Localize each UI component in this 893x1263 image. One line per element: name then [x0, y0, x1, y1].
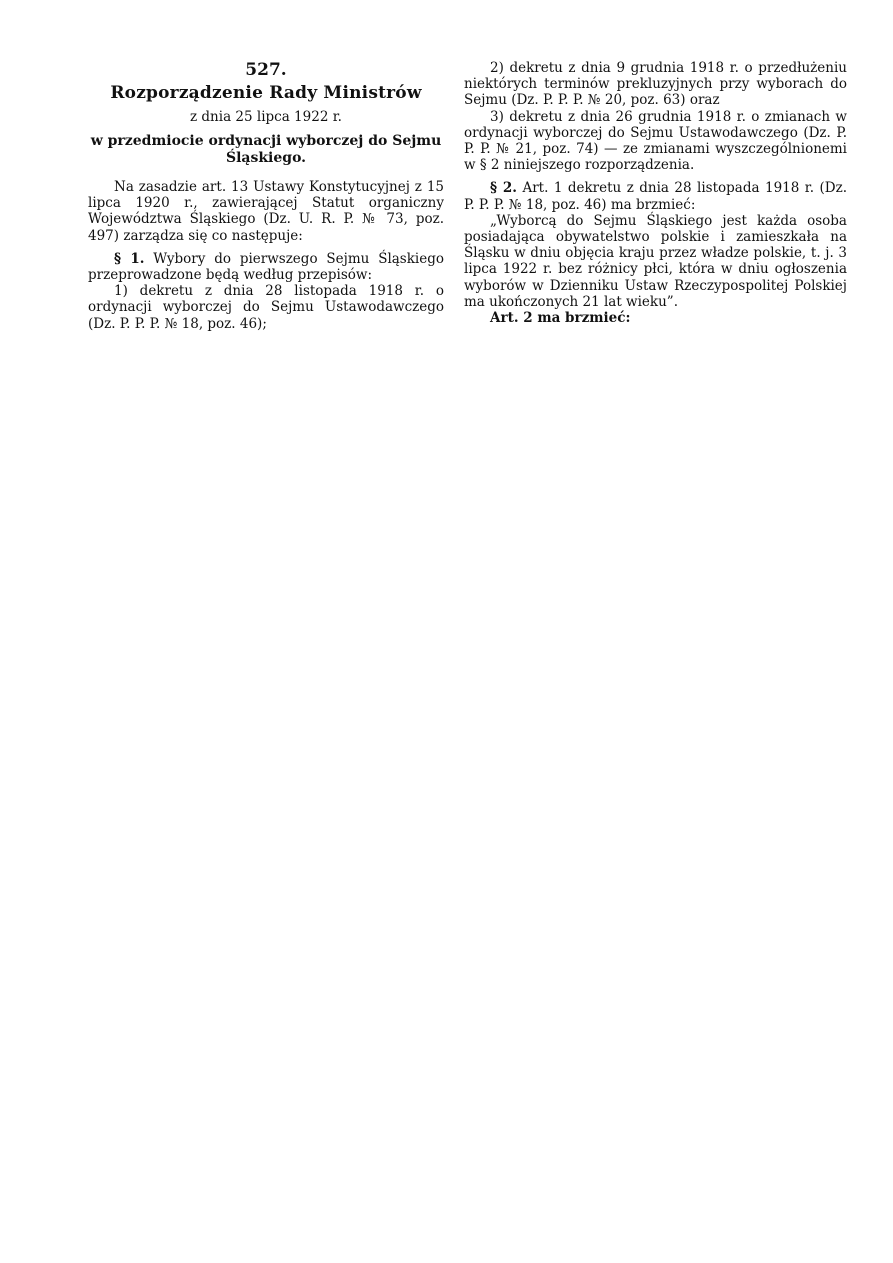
- section-2-label: § 2.: [490, 180, 518, 197]
- left-column: [88, 60, 444, 332]
- document-number: 527.: [245, 60, 287, 80]
- item-3-paragraph: 3) dekretu z dnia 26 grudnia 1918 r. o zmianach w ordynacji wyborczej do Sejmu Ustawodawczego (Dz. P. P. P. № 21, poz. 74) — ze zmianami wyszczególnionemi w § 2 niniejszego rozporządzenia.: [464, 108, 847, 174]
- section-2-text: Art. 1 dekretu z dnia 28 listopada 1918 r. (Dz. P. P. P. № 18, poz. 46) ma brzmieć:: [464, 180, 847, 213]
- intro-paragraph: Na zasadzie art. 13 Ustawy Konstytucyjnej z 15 lipca 1920 r., zawierającej Statut organiczny Województwa Śląskiego (Dz. U. R. P. № 73, poz. 497) zarządza się co następuje:: [88, 179, 444, 244]
- section-2-paragraph: [464, 180, 847, 212]
- item-1-paragraph: 1) dekretu z dnia 28 listopada 1918 r. o ordynacji wyborczej do Sejmu Ustawodawczego (Dz. P. P. P. № 18, poz. 46);: [88, 283, 444, 332]
- article-2-heading: Art. 2 ma brzmieć:: [490, 310, 631, 327]
- item-2-paragraph: 2) dekretu z dnia 9 grudnia 1918 r. o przedłużeniu niektórych terminów prekluzyjnych przy wyborach do Sejmu (Dz. P. P. P. № 20, poz. 63) oraz: [464, 60, 847, 109]
- document-date: z dnia 25 lipca 1922 r.: [190, 109, 342, 125]
- document-title: Rozporządzenie Rady Ministrów: [110, 83, 422, 103]
- section-1-text: Wybory do pierwszego Sejmu Śląskiego przeprowadzone będą według przepisów:: [88, 250, 444, 284]
- document-subject: w przedmiocie ordynacji wyborczej do Sejmu Śląskiego.: [90, 133, 442, 166]
- section-1-label: § 1.: [114, 250, 145, 267]
- quote-paragraph: „Wyborcą do Sejmu Śląskiego jest każda osoba posiadająca obywatelstwo polskie i zamieszkała na Śląsku w dniu objęcia kraju przez władze polskie, t. j. 3 lipca 1922 r. bez różnicy płci, która w dniu ogłoszenia wyborów w Dzienniku Ustaw Rzeczypospolitej Polskiej ma ukończonych 21 lat wieku”.: [464, 212, 847, 310]
- right-column: [464, 60, 847, 326]
- section-1-paragraph: [88, 251, 444, 283]
